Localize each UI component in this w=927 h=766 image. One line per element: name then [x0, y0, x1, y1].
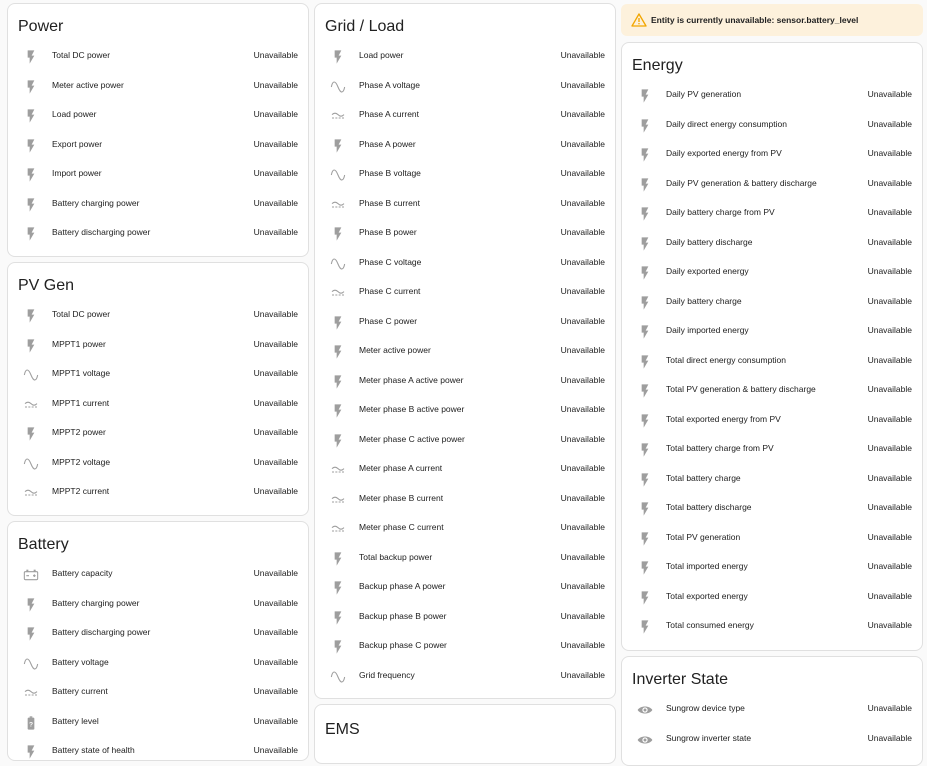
flash-icon — [329, 314, 347, 332]
entity-state: Unavailable — [867, 732, 912, 743]
entity-name: MPPT1 current — [52, 397, 110, 408]
entity-state: Unavailable — [560, 551, 605, 562]
entity-row[interactable] — [8, 392, 308, 422]
flash-icon — [636, 264, 654, 282]
entity-name: Battery voltage — [52, 656, 109, 667]
entity-state: Unavailable — [560, 138, 605, 149]
flash-icon — [636, 530, 654, 548]
entity-row[interactable] — [8, 44, 308, 74]
flash-icon — [636, 500, 654, 518]
entity-state: Unavailable — [560, 227, 605, 237]
flash-icon — [329, 48, 347, 66]
entity-row[interactable] — [8, 621, 308, 651]
entity-name: Daily imported energy — [666, 325, 749, 335]
flash-icon — [636, 589, 654, 607]
flash-icon — [329, 550, 347, 568]
entity-name: Phase C current — [359, 286, 421, 296]
entity-state: Unavailable — [560, 404, 605, 414]
current-ac-icon — [329, 196, 347, 214]
entity-row[interactable] — [622, 555, 922, 585]
flash-icon — [329, 579, 347, 597]
entity-state: Unavailable — [867, 502, 912, 512]
flash-icon — [636, 382, 654, 400]
entity-row[interactable] — [315, 398, 615, 428]
entity-row[interactable] — [315, 664, 615, 694]
entity-state: Unavailable — [560, 374, 605, 385]
entity-row[interactable] — [315, 310, 615, 340]
card-title: EMS — [325, 721, 360, 738]
entity-state: Unavailable — [560, 197, 605, 208]
entity-state: Unavailable — [253, 138, 298, 149]
flash-icon — [22, 107, 40, 125]
entity-name: Daily battery discharge — [666, 236, 753, 247]
entity-name: Total exported energy from PV — [666, 413, 781, 424]
entity-name: Battery discharging power — [52, 627, 151, 637]
entity-row[interactable] — [622, 201, 922, 231]
entity-state: Unavailable — [253, 568, 298, 578]
flash-icon — [329, 609, 347, 627]
entity-row[interactable] — [315, 74, 615, 104]
entity-state: Unavailable — [253, 397, 298, 408]
entity-row[interactable] — [8, 739, 308, 761]
entity-state: Unavailable — [560, 640, 605, 650]
entity-name: Total battery discharge — [666, 502, 752, 512]
entity-name: Battery state of health — [52, 745, 135, 755]
entity-row[interactable] — [622, 378, 922, 408]
entity-state: Unavailable — [560, 79, 605, 90]
entity-row[interactable] — [622, 585, 922, 615]
entity-state: Unavailable — [867, 620, 912, 630]
warning-icon — [631, 12, 647, 28]
sine-wave-icon — [329, 255, 347, 273]
entity-state: Unavailable — [867, 561, 912, 571]
entity-state: Unavailable — [867, 354, 912, 365]
entity-state: Unavailable — [253, 686, 298, 696]
entity-state: Unavailable — [560, 463, 605, 473]
entity-row[interactable] — [315, 339, 615, 369]
flash-icon — [636, 323, 654, 341]
entity-name: MPPT2 power — [52, 427, 106, 437]
flash-icon — [22, 425, 40, 443]
entity-row[interactable] — [315, 44, 615, 74]
power-card — [7, 3, 309, 257]
entity-state: Unavailable — [253, 338, 298, 349]
entity-name: Meter phase B active power — [359, 404, 465, 414]
flash-icon — [636, 412, 654, 430]
entity-row[interactable] — [315, 605, 615, 635]
current-ac-icon — [329, 491, 347, 509]
flash-icon — [22, 225, 40, 243]
entity-row[interactable] — [315, 546, 615, 576]
entity-state: Unavailable — [867, 89, 912, 99]
sine-wave-icon — [329, 78, 347, 96]
entity-state: Unavailable — [253, 745, 298, 755]
flash-icon — [636, 205, 654, 223]
entity-name: Phase A voltage — [359, 79, 420, 90]
entity-name: Meter active power — [359, 345, 431, 355]
flash-icon — [329, 137, 347, 155]
entity-state: Unavailable — [867, 703, 912, 713]
entity-state: Unavailable — [560, 581, 605, 591]
entity-name: Daily exported energy from PV — [666, 148, 782, 158]
flash-icon — [636, 87, 654, 105]
entity-state: Unavailable — [560, 522, 605, 532]
entity-row[interactable] — [8, 192, 308, 222]
entity-name: Battery charging power — [52, 597, 140, 608]
entity-state: Unavailable — [560, 610, 605, 621]
entity-name: Battery discharging power — [52, 227, 151, 237]
sine-wave-icon — [22, 366, 40, 384]
entity-name: Total PV generation & battery discharge — [666, 384, 816, 394]
entity-state: Unavailable — [253, 627, 298, 637]
alert-message: Entity is currently unavailable: sensor.battery_level — [651, 15, 859, 25]
entity-name: Backup phase C power — [359, 640, 447, 650]
entity-name: Daily battery charge — [666, 295, 742, 306]
battery-outline-icon — [22, 566, 40, 584]
flash-icon — [636, 176, 654, 194]
battery-card — [7, 521, 309, 761]
entity-row[interactable] — [622, 727, 922, 757]
entity-row[interactable] — [8, 592, 308, 622]
entity-state: Unavailable — [560, 345, 605, 355]
entity-state: Unavailable — [867, 207, 912, 217]
current-ac-icon — [329, 461, 347, 479]
entity-row[interactable] — [315, 487, 615, 517]
flash-icon — [329, 432, 347, 450]
entity-state: Unavailable — [253, 109, 298, 119]
entity-name: Backup phase A power — [359, 581, 446, 591]
entity-name: Load power — [359, 50, 404, 60]
entity-state: Unavailable — [253, 597, 298, 608]
sine-wave-icon — [329, 166, 347, 184]
entity-name: Sungrow device type — [666, 703, 745, 713]
entity-row[interactable] — [8, 362, 308, 392]
flash-icon — [22, 743, 40, 761]
entity-state: Unavailable — [253, 486, 298, 496]
entity-row[interactable] — [622, 231, 922, 261]
entity-name: Total backup power — [359, 551, 433, 562]
entity-name: Phase B voltage — [359, 168, 421, 178]
entity-name: Total DC power — [52, 309, 111, 319]
entity-state: Unavailable — [560, 168, 605, 178]
entity-row[interactable] — [622, 260, 922, 290]
entity-name: MPPT2 voltage — [52, 456, 111, 467]
entity-state: Unavailable — [867, 236, 912, 247]
entity-state: Unavailable — [867, 325, 912, 335]
entity-row[interactable] — [8, 562, 308, 592]
entity-name: Daily battery charge from PV — [666, 207, 775, 217]
entity-row[interactable] — [315, 516, 615, 546]
entity-name: Total DC power — [52, 50, 111, 60]
entity-state: Unavailable — [867, 590, 912, 601]
flash-icon — [636, 117, 654, 135]
entity-name: Battery charging power — [52, 197, 140, 208]
entity-state: Unavailable — [867, 443, 912, 453]
sine-wave-icon — [22, 455, 40, 473]
unavailable-alert — [621, 4, 923, 36]
entity-state: Unavailable — [560, 109, 605, 119]
flash-icon — [329, 402, 347, 420]
entity-row[interactable] — [8, 421, 308, 451]
entity-row[interactable] — [315, 192, 615, 222]
entity-row[interactable] — [315, 133, 615, 163]
entity-state: Unavailable — [560, 256, 605, 267]
flash-icon — [636, 146, 654, 164]
card-title: Energy — [632, 57, 683, 74]
entity-name: Daily PV generation & battery discharge — [666, 177, 817, 188]
entity-name: Meter phase B current — [359, 492, 444, 503]
entity-row[interactable] — [622, 349, 922, 379]
entity-name: Phase A power — [359, 138, 416, 149]
flash-icon — [22, 625, 40, 643]
entity-name: Total battery charge — [666, 472, 741, 483]
entity-row[interactable] — [315, 457, 615, 487]
flash-icon — [22, 196, 40, 214]
entity-state: Unavailable — [253, 309, 298, 319]
card-title: Power — [18, 18, 64, 35]
entity-name: Meter phase C active power — [359, 433, 465, 444]
flash-icon — [22, 48, 40, 66]
entity-name: Phase C voltage — [359, 256, 422, 267]
entity-row[interactable] — [622, 437, 922, 467]
ems-card — [314, 704, 616, 764]
flash-icon — [636, 471, 654, 489]
entity-state: Unavailable — [253, 168, 298, 178]
entity-state: Unavailable — [253, 50, 298, 60]
entity-name: Total PV generation — [666, 531, 741, 542]
entity-name: Total exported energy — [666, 590, 748, 601]
current-ac-icon — [22, 484, 40, 502]
sine-wave-icon — [329, 668, 347, 686]
entity-name: Phase B current — [359, 197, 420, 208]
entity-name: Total battery charge from PV — [666, 443, 774, 453]
flash-icon — [329, 638, 347, 656]
entity-state: Unavailable — [253, 79, 298, 90]
entity-state: Unavailable — [560, 669, 605, 680]
flash-icon — [22, 307, 40, 325]
flash-icon — [636, 294, 654, 312]
entity-state: Unavailable — [560, 50, 605, 60]
entity-name: Total consumed energy — [666, 620, 754, 630]
entity-state: Unavailable — [253, 197, 298, 208]
card-title: Battery — [18, 536, 69, 553]
entity-row[interactable] — [8, 651, 308, 681]
flash-icon — [329, 343, 347, 361]
entity-row[interactable] — [622, 408, 922, 438]
entity-state: Unavailable — [253, 368, 298, 378]
card-title: Grid / Load — [325, 18, 405, 35]
entity-row[interactable] — [315, 634, 615, 664]
entity-name: Battery level — [52, 715, 99, 726]
entity-name: Total direct energy consumption — [666, 354, 787, 365]
entity-state: Unavailable — [867, 177, 912, 188]
entity-state: Unavailable — [867, 148, 912, 158]
flash-icon — [636, 235, 654, 253]
entity-name: Grid frequency — [359, 669, 415, 680]
eye-icon — [636, 731, 654, 749]
flash-icon — [636, 618, 654, 636]
entity-row[interactable] — [8, 451, 308, 481]
current-ac-icon — [22, 684, 40, 702]
current-ac-icon — [329, 520, 347, 538]
entity-row[interactable] — [8, 303, 308, 333]
flash-icon — [636, 353, 654, 371]
entity-name: Battery current — [52, 686, 108, 696]
entity-name: MPPT1 power — [52, 338, 106, 349]
grid-load-card — [314, 3, 616, 699]
card-title: Inverter State — [632, 671, 729, 688]
entity-row[interactable] — [8, 333, 308, 363]
entity-row[interactable] — [8, 710, 308, 740]
entity-state: Unavailable — [253, 456, 298, 467]
flash-icon — [22, 596, 40, 614]
entity-row[interactable] — [315, 221, 615, 251]
entity-row[interactable] — [315, 280, 615, 310]
flash-icon — [22, 78, 40, 96]
entity-row[interactable] — [8, 103, 308, 133]
current-ac-icon — [329, 284, 347, 302]
entity-row[interactable] — [8, 74, 308, 104]
entity-row[interactable] — [622, 172, 922, 202]
entity-name: MPPT1 voltage — [52, 368, 111, 378]
flash-icon — [636, 441, 654, 459]
entity-row[interactable] — [315, 162, 615, 192]
entity-name: Meter phase C current — [359, 522, 444, 532]
entity-row[interactable] — [8, 162, 308, 192]
entity-state: Unavailable — [253, 227, 298, 237]
entity-row[interactable] — [8, 221, 308, 251]
entity-state: Unavailable — [867, 295, 912, 306]
entity-name: MPPT2 current — [52, 486, 110, 496]
entity-row[interactable] — [315, 428, 615, 458]
entity-name: Load power — [52, 109, 97, 119]
entity-row[interactable] — [622, 290, 922, 320]
entity-row[interactable] — [315, 103, 615, 133]
entity-row[interactable] — [622, 83, 922, 113]
flash-icon — [22, 166, 40, 184]
flash-icon — [636, 559, 654, 577]
entity-row[interactable] — [622, 697, 922, 727]
entity-state: Unavailable — [867, 118, 912, 129]
entity-state: Unavailable — [253, 427, 298, 437]
entity-row[interactable] — [315, 251, 615, 281]
energy-card — [621, 42, 923, 651]
flash-icon — [329, 225, 347, 243]
entity-row[interactable] — [622, 526, 922, 556]
current-ac-icon — [22, 396, 40, 414]
entity-name: Battery capacity — [52, 568, 113, 578]
entity-row[interactable] — [622, 467, 922, 497]
entity-row[interactable] — [8, 480, 308, 510]
card-title: PV Gen — [18, 277, 75, 294]
entity-name: Phase B power — [359, 227, 417, 237]
entity-name: Import power — [52, 168, 102, 178]
entity-name: Total imported energy — [666, 561, 748, 571]
flash-icon — [22, 337, 40, 355]
entity-state: Unavailable — [867, 531, 912, 542]
entity-name: Meter phase A active power — [359, 374, 464, 385]
entity-name: Daily direct energy consumption — [666, 118, 787, 129]
entity-state: Unavailable — [560, 315, 605, 326]
entity-state: Unavailable — [253, 715, 298, 726]
entity-name: Phase C power — [359, 315, 418, 326]
entity-row[interactable] — [315, 369, 615, 399]
entity-row[interactable] — [622, 113, 922, 143]
entity-state: Unavailable — [867, 266, 912, 276]
current-ac-icon — [329, 107, 347, 125]
entity-state: Unavailable — [253, 656, 298, 667]
entity-row[interactable] — [8, 680, 308, 710]
entity-name: Daily exported energy — [666, 266, 749, 276]
entity-row[interactable] — [8, 133, 308, 163]
entity-name: Phase A current — [359, 109, 420, 119]
entity-row[interactable] — [622, 319, 922, 349]
entity-name: Sungrow inverter state — [666, 732, 752, 743]
entity-name: Meter phase A current — [359, 463, 443, 473]
svg-text:?: ? — [28, 720, 34, 728]
sine-wave-icon — [22, 655, 40, 673]
pv-gen-card — [7, 262, 309, 516]
entity-name: Export power — [52, 138, 103, 149]
entity-row[interactable] — [315, 575, 615, 605]
entity-state: Unavailable — [867, 472, 912, 483]
entity-name: Daily PV generation — [666, 89, 742, 99]
eye-icon — [636, 701, 654, 719]
entity-row[interactable] — [622, 496, 922, 526]
entity-name: Meter active power — [52, 79, 124, 90]
flash-icon — [329, 373, 347, 391]
battery-unknown-icon — [22, 714, 40, 732]
entity-state: Unavailable — [560, 492, 605, 503]
entity-name: Backup phase B power — [359, 610, 447, 621]
entity-state: Unavailable — [560, 433, 605, 444]
entity-row[interactable] — [622, 614, 922, 644]
entity-row[interactable] — [622, 142, 922, 172]
entity-state: Unavailable — [560, 286, 605, 296]
entity-state: Unavailable — [867, 384, 912, 394]
flash-icon — [22, 137, 40, 155]
entity-state: Unavailable — [867, 413, 912, 424]
